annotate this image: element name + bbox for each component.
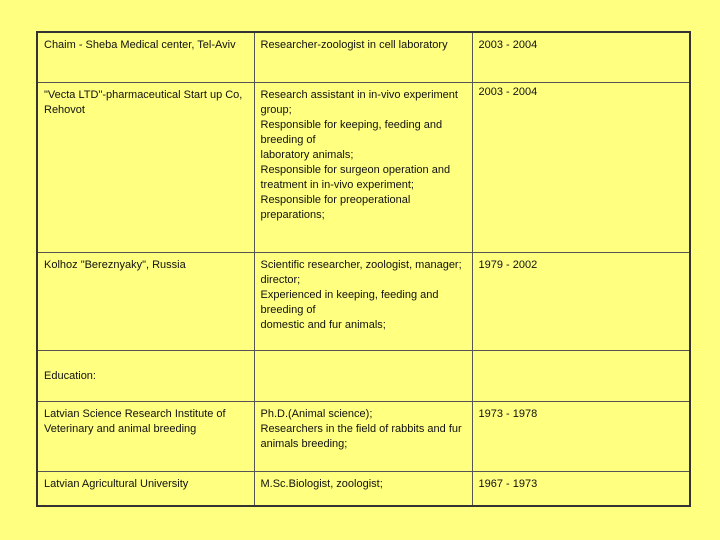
table-row xyxy=(37,253,690,351)
role-cell: Researcher-zoologist in cell laboratory xyxy=(254,32,472,83)
section-heading-education: Education: xyxy=(37,351,254,402)
table-row xyxy=(37,402,690,472)
organization-cell: Kolhoz "Bereznyaky", Russia xyxy=(37,253,254,351)
period-cell: 1967 - 1973 xyxy=(472,472,690,507)
role-cell xyxy=(254,351,472,402)
role-cell: Research assistant in in-vivo experiment group; Responsible for keeping, feeding and breeding of laboratory animals; Responsible for surgeon operation and treatment in in-vivo experiment; Responsible for preoperational preparations; xyxy=(254,83,472,253)
organization-cell: "Vecta LTD"-pharmaceutical Start up Co, Rehovot xyxy=(37,83,254,253)
period-cell-wrapper xyxy=(472,83,690,253)
table-row xyxy=(37,351,690,402)
role-cell: Scientific researcher, zoologist, manager; director; Experienced in keeping, feeding and breeding of domestic and fur animals; xyxy=(254,253,472,351)
table-row xyxy=(37,472,690,507)
period-cell: 1973 - 1978 xyxy=(472,402,690,472)
role-cell: M.Sc.Biologist, zoologist; xyxy=(254,472,472,507)
organization-cell: Latvian Agricultural University xyxy=(37,472,254,507)
role-cell: Ph.D.(Animal science); Researchers in the field of rabbits and fur animals breeding; xyxy=(254,402,472,472)
organization-cell: Latvian Science Research Institute of Veterinary and animal breeding xyxy=(37,402,254,472)
cv-table xyxy=(36,31,691,507)
table-row xyxy=(37,32,690,83)
organization-cell: Chaim - Sheba Medical center, Tel-Aviv xyxy=(37,32,254,83)
period-cell: 1979 - 2002 xyxy=(472,253,690,351)
period-cell xyxy=(472,351,690,402)
period-cell: 2003 - 2004 xyxy=(472,32,690,83)
table-row xyxy=(37,83,690,253)
period-cell: 2003 - 2004 xyxy=(478,86,538,98)
